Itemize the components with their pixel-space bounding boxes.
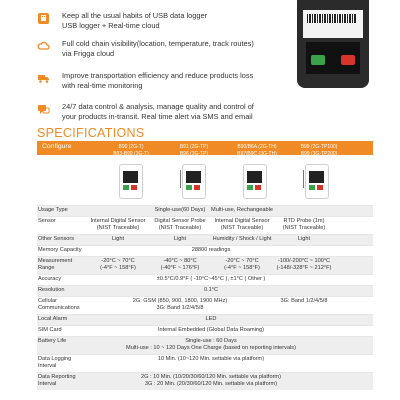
spec-cell: Single-use(60 Days) [154,207,206,213]
product-photo-3 [243,164,267,199]
spec-cell: 0.1°C [203,287,219,293]
spec-row [37,216,373,234]
device-photo [297,0,369,88]
spec-cell: -40°C ~ 80°C (-40°F ~ 176°F) [160,258,200,271]
device-red-button [341,55,355,65]
spec-row [37,325,373,336]
spec-row-label: Battery Life [38,338,67,344]
product-photos [37,160,373,204]
feature-line: your products in-transit. Real time alert via SMS and email [62,111,253,121]
feature-text [62,11,307,30]
feature-text [62,102,307,121]
spec-row-label: Cellular Communications [38,298,80,311]
spec-row-label: Data Logging Interval [38,356,72,369]
specifications-table [37,205,373,390]
spec-cell: -100/-200°C ~ 100°C (-148/-328°F ~ 212°F) [276,258,332,271]
spec-row [37,354,373,372]
feature-line: Keep all the usual habits of USB data logger [62,11,208,20]
model-name: B91 (2G-TP) [179,144,209,150]
spec-row [37,274,373,285]
spec-row-label: Resolution [38,287,65,293]
model-header [102,144,160,157]
feature-line: 24/7 data control & analysis, manage quality and control of [62,102,254,111]
probe-cable [303,170,304,188]
spec-cell: Light [111,236,125,242]
spec-cell: 10 Min. (10~120 Min. settable via platform) [157,356,265,362]
chat-icon [37,103,50,116]
product-photo-4 [305,164,329,199]
spec-row [37,205,373,216]
spec-row [37,372,373,390]
spec-cell: Internal Embedded (Global Data Roaming) [157,327,265,333]
spec-cell: 2G : 10 Min. (10/20/30/60/120 Min. settable via platform) 3G : 20 Min. (20/30/60/120 Min. settable via platform) [141,374,281,387]
spec-cell: Single-use : 60 Days Multi-use : 10 ~ 120 Days One Charge (based on reporting intervals) [126,338,296,351]
feature-line: via Frigga cloud [62,48,115,58]
model-header [290,144,348,157]
product-photo-2 [182,164,206,199]
spec-cell: Light [173,236,187,242]
spec-row [37,256,373,274]
configure-label: Configure [42,143,72,150]
feature-text [62,71,307,90]
cloud-icon [37,40,50,53]
spec-row-label: Accuracy [38,276,62,282]
barcode-graphic [307,14,357,23]
model-name: B96 (3G-TP) [179,150,209,157]
usb-icon [37,12,50,25]
spec-cell: ±0.5°C/0.9°F ( -10°C~45°C ), ±1°C ( Other ) [156,276,266,282]
spec-row-label: Data Reporting Interval [38,374,76,387]
spec-row-label: SIM Card [38,327,62,333]
spec-cell: -20°C ~ 70°C (-4°F ~ 158°F) [224,258,260,271]
truck-icon [37,72,50,85]
model-name: B90 (2G-T) [118,144,144,150]
spec-row [37,245,373,256]
model-name: B93-B99 (3G-T) [113,150,149,157]
feature-line: Improve transportation efficiency and reduce products loss [62,71,254,80]
spec-cell: 28800 readings [191,247,231,253]
spec-row-label: Local Alarm [38,316,68,322]
model-header [228,144,286,157]
spec-row [37,296,373,314]
spec-cell: Internal Digital Sensor (NIST Traceable) [214,218,270,231]
spec-cell: Light [297,236,311,242]
model-name: B90/B6A (2G-TH) [237,144,277,150]
spec-row-label: Measurement Range [38,258,73,271]
feature-line: USB logger + Real-time cloud [62,20,160,30]
feature-text [62,39,307,58]
model-name: B99 (3G-TP200) [300,150,338,157]
spec-cell: -20°C ~ 70°C (-4°F ~ 158°F) [100,258,136,271]
feature-line: Full cold chain visibility(location, temperature, track routes) [62,39,254,48]
spec-row-label: Other Sensors [38,236,75,242]
spec-cell: Humidity / Shock / Light [212,236,272,242]
feature-line: with real-time monitoring [62,80,143,90]
device-green-button [311,55,325,65]
model-name: B99 (2G-TP100) [300,144,338,150]
spec-row-label: Memory Capacity [38,247,82,253]
spec-row [37,314,373,325]
model-name: B97/B9C (3G-TH) [237,150,277,157]
spec-cell: LED [205,316,217,322]
spec-row [37,336,373,354]
spec-row [37,285,373,296]
spec-row-label: Sensor [38,218,56,224]
spec-cell: Digital Sensor Probe (NIST Traceable) [154,218,206,231]
specifications-title: SPECIFICATIONS [37,126,145,140]
spec-cell: Internal Digital Sensor (NIST Traceable) [90,218,146,231]
spec-row-label: Usage Type [38,207,68,213]
spec-cell: Multi-use, Rechangeable [211,207,273,213]
product-photo-1 [119,164,143,199]
spec-cell: 2G: GSM (850, 900, 1800, 1900 MHz) 3G: Band 1/2/4/5/8 [132,298,228,311]
model-header [165,144,223,157]
spec-row [37,234,373,245]
probe-cable [180,170,181,188]
spec-cell: RTD Probe (1m) (NIST Traceable) [282,218,326,231]
spec-cell: 3G: Band 1/2/4/5/8 [280,298,328,304]
